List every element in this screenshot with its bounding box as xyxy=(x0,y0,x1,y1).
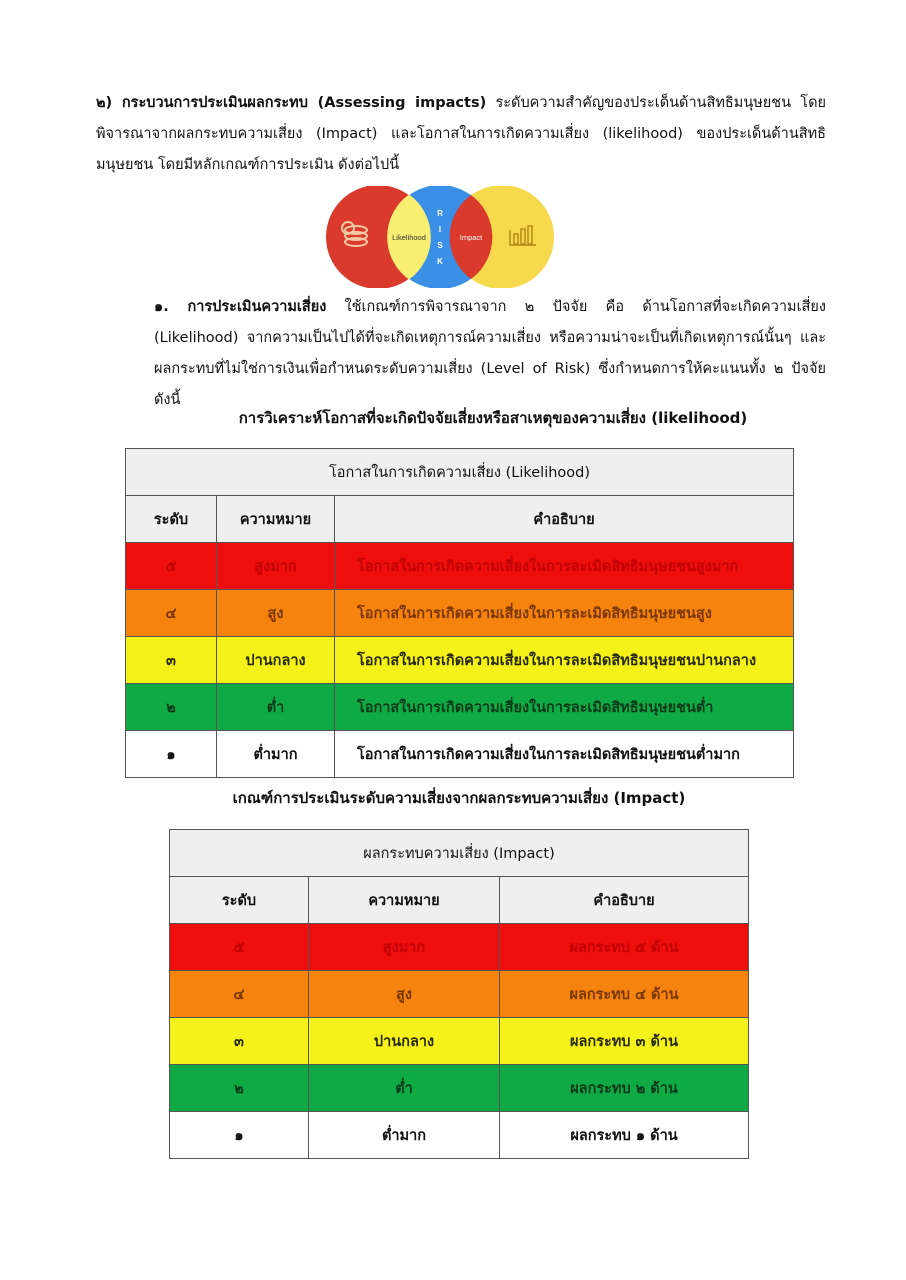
likelihood-caption: การวิเคราะห์โอกาสที่จะเกิดปัจจัยเสี่ยงหรือสาเหตุของความเสี่ยง (likelihood) xyxy=(238,409,748,427)
table-row xyxy=(170,1065,749,1112)
row-meaning: สูง xyxy=(217,590,335,637)
row-meaning: สูง xyxy=(309,971,500,1018)
table-row xyxy=(126,684,794,731)
header-level: ระดับ xyxy=(170,877,309,924)
risk-letter-i: I xyxy=(438,225,442,234)
table-row xyxy=(170,1018,749,1065)
table-header-row xyxy=(170,877,749,924)
row-level: ๑ xyxy=(126,731,217,778)
table-row xyxy=(170,1112,749,1159)
row-description: โอกาสในการเกิดความเสี่ยงในการละเมิดสิทธิมนุษยชนสูงมาก xyxy=(335,543,794,590)
section1-text: ใช้เกณฑ์การพิจารณาจาก ๒ ปัจจัย คือ ด้านโอกาสที่จะเกิดความเสี่ยง (Likelihood) จากความเป็นไปได้ที่จะเกิดเหตุการณ์ความเสี่ยง หรือความน่าจะเป็นที่เกิดเหตุการณ์นั้นๆ และผลกระทบที่ไม่ใช่การเงินเพื่อกำหนดระดับความเสี่ยง (Level of Risk) ซึ่งกำหนดการให้คะแนนทั้ง ๒ ปัจจัย ดังนี้ xyxy=(154,299,826,408)
likelihood-table xyxy=(125,448,794,778)
row-description: โอกาสในการเกิดความเสี่ยงในการละเมิดสิทธิมนุษยชนต่ำ xyxy=(335,684,794,731)
section1-heading: ๑. การประเมินความเสี่ยง xyxy=(154,299,327,315)
row-meaning: ปานกลาง xyxy=(217,637,335,684)
intro-heading: ๒) กระบวนการประเมินผลกระทบ (Assessing impacts) xyxy=(96,95,487,111)
row-description: โอกาสในการเกิดความเสี่ยงในการละเมิดสิทธิมนุษยชนต่ำมาก xyxy=(335,731,794,778)
table-row xyxy=(126,590,794,637)
row-level: ๔ xyxy=(126,590,217,637)
table-title-row xyxy=(170,830,749,877)
row-level: ๑ xyxy=(170,1112,309,1159)
intro-paragraph xyxy=(96,88,826,181)
impact-label: Impact xyxy=(459,233,483,242)
impact-caption xyxy=(6,786,906,810)
row-description: ผลกระทบ ๓ ด้าน xyxy=(500,1018,749,1065)
table-header-row xyxy=(126,496,794,543)
impact-table xyxy=(169,829,749,1159)
row-level: ๒ xyxy=(126,684,217,731)
row-level: ๓ xyxy=(170,1018,309,1065)
row-level: ๕ xyxy=(126,543,217,590)
table-row xyxy=(170,971,749,1018)
table-row xyxy=(126,543,794,590)
header-description: คำอธิบาย xyxy=(335,496,794,543)
table-row xyxy=(126,637,794,684)
section1-paragraph xyxy=(96,292,826,416)
row-meaning: สูงมาก xyxy=(309,924,500,971)
row-meaning: ต่ำ xyxy=(217,684,335,731)
row-level: ๓ xyxy=(126,637,217,684)
header-description: คำอธิบาย xyxy=(500,877,749,924)
impact-table-title: ผลกระทบความเสี่ยง (Impact) xyxy=(170,830,749,877)
risk-letter-s: S xyxy=(437,241,443,250)
row-meaning: ต่ำมาก xyxy=(309,1112,500,1159)
row-description: ผลกระทบ ๔ ด้าน xyxy=(500,971,749,1018)
table-title-row xyxy=(126,449,794,496)
row-meaning: สูงมาก xyxy=(217,543,335,590)
impact-caption-text: เกณฑ์การประเมินระดับความเสี่ยงจากผลกระทบความเสี่ยง (Impact) xyxy=(232,789,686,807)
header-meaning: ความหมาย xyxy=(309,877,500,924)
row-meaning: ต่ำ xyxy=(309,1065,500,1112)
row-description: ผลกระทบ ๕ ด้าน xyxy=(500,924,749,971)
risk-letter-r: R xyxy=(437,209,443,218)
row-description: โอกาสในการเกิดความเสี่ยงในการละเมิดสิทธิมนุษยชนสูง xyxy=(335,590,794,637)
row-meaning: ปานกลาง xyxy=(309,1018,500,1065)
row-description: ผลกระทบ ๑ ด้าน xyxy=(500,1112,749,1159)
row-level: ๔ xyxy=(170,971,309,1018)
header-meaning: ความหมาย xyxy=(217,496,335,543)
row-description: โอกาสในการเกิดความเสี่ยงในการละเมิดสิทธิมนุษยชนปานกลาง xyxy=(335,637,794,684)
row-level: ๒ xyxy=(170,1065,309,1112)
table-row xyxy=(170,924,749,971)
row-description: ผลกระทบ ๒ ด้าน xyxy=(500,1065,749,1112)
likelihood-table-title: โอกาสในการเกิดความเสี่ยง (Likelihood) xyxy=(126,449,794,496)
intro-text: ระดับความสำคัญของประเด็นด้านสิทธิมนุษยชน โดยพิจารณาจากผลกระทบความเสี่ยง (Impact) และโอกาสในการเกิดความเสี่ยง (likelihood) ของประเด็นด้านสิทธิมนุษยชน โดยมีหลักเกณฑ์การประเมิน ดังต่อไปนี้ xyxy=(96,95,826,173)
table-row xyxy=(126,731,794,778)
risk-letter-k: K xyxy=(437,257,443,266)
risk-venn-diagram xyxy=(322,186,558,288)
row-level: ๕ xyxy=(170,924,309,971)
row-meaning: ต่ำมาก xyxy=(217,731,335,778)
likelihood-label: Likelihood xyxy=(392,233,426,242)
header-level: ระดับ xyxy=(126,496,217,543)
